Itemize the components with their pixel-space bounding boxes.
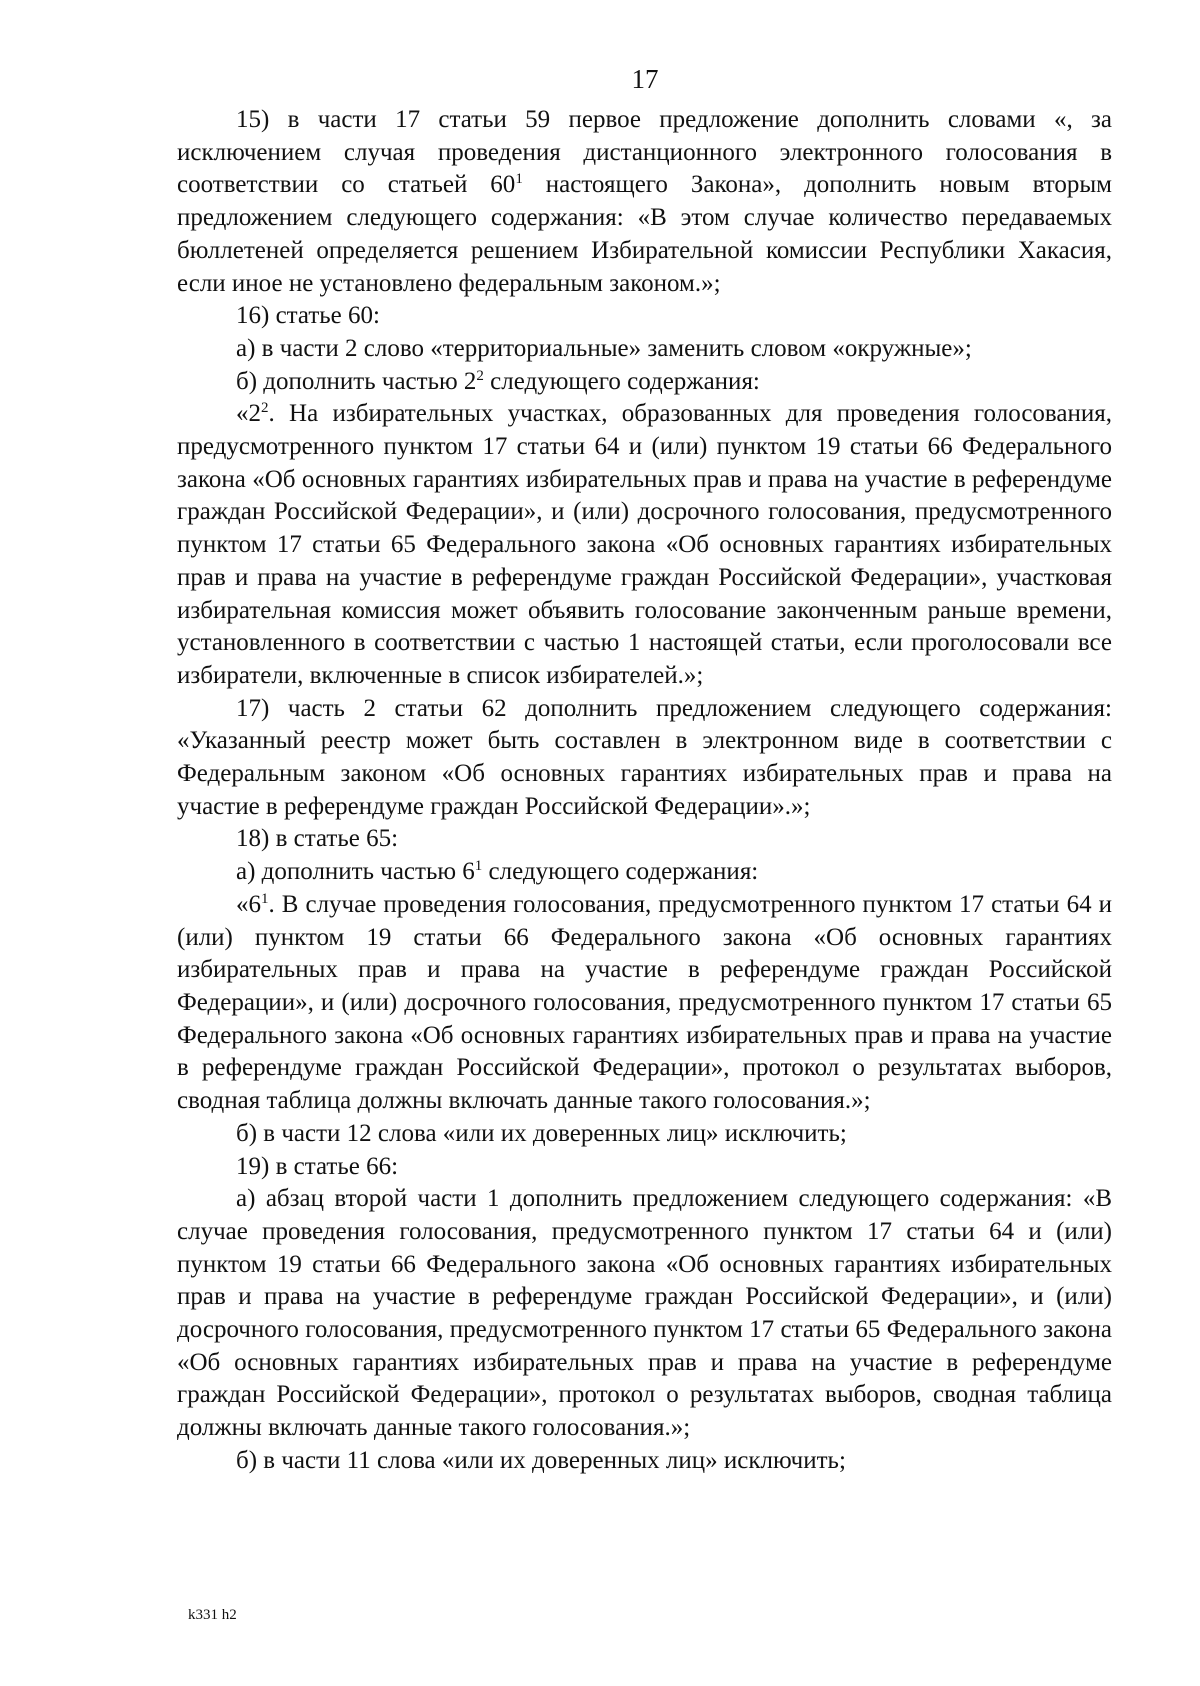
document-code: k331 h2 — [188, 1607, 237, 1623]
paragraph-text: б) в части 12 слова «или их доверенных лиц» исключить; — [236, 1119, 847, 1147]
paragraph-text: а) абзац второй части 1 дополнить предложением следующего содержания: «В случае проведения голосования, предусмотренного пунктом 17 статьи 64 и (или) пунктом 19 статьи 66 Федерального закона «Об основных гарантиях избирательных прав и права на участие в референдуме граждан Российской Федерации», и (или) досрочного голосования, предусмотренного пунктом 17 статьи 65 Федерального закона «Об основных гарантиях избирательных прав и права на участие в референдуме граждан Российской Федерации», протокол о результатах выборов, сводная таблица должны включать данные такого голосования.»; — [177, 1185, 1112, 1442]
paragraph-18 — [177, 823, 1112, 856]
paragraph-text: 17) часть 2 статьи 62 дополнить предложением следующего содержания: «Указанный реестр может быть составлен в электронном виде в соответствии с Федеральным законом «Об основных гарантиях избирательных прав и права на участие в референдуме граждан Российской Федерации».»; — [177, 694, 1112, 820]
paragraph-text: . На избирательных участках, образованных для проведения голосования, предусмотренного пунктом 17 статьи 64 и (или) пунктом 19 статьи 66 Федерального закона «Об основных гарантиях избирательных прав и права на участие в референдуме граждан Российской Федерации», и (или) досрочного голосования, предусмотренного пунктом 17 статьи 65 Федерального закона «Об основных гарантиях избирательных прав и права на участие в референдуме граждан Российской Федерации», участковая избирательная комиссия может объявить голосование законченным раньше времени, установленного в соответствии с частью 1 настоящей статьи, если проголосовали все избиратели, включенные в список избирателей.»; — [177, 400, 1112, 689]
paragraph-19-a — [177, 1183, 1112, 1445]
paragraph-text: б) дополнить частью 2 — [236, 367, 477, 395]
paragraph-text: . В случае проведения голосования, предусмотренного пунктом 17 статьи 64 и (или) пунктом 19 статьи 66 Федерального закона «Об основных гарантиях избирательных прав и права на участие в референдуме граждан Российской Федерации», и (или) досрочного голосования, предусмотренного пунктом 17 статьи 65 Федерального закона «Об основных гарантиях избирательных прав и права на участие в референдуме граждан Российской Федерации», протокол о результатах выборов, сводная таблица должны включать данные такого голосования.»; — [177, 890, 1112, 1115]
page-number: 17 — [631, 64, 659, 94]
paragraph-19-b — [177, 1445, 1112, 1478]
paragraph-text: следующего содержания: — [483, 367, 760, 395]
paragraph-text: б) в части 11 слова «или их доверенных лиц» исключить; — [236, 1446, 846, 1474]
paragraph-text: настоящего Закона», дополнить новым вторым предложением следующего содержания: «В этом случае количество передаваемых бюллетеней определяется решением Избирательной комиссии Республики Хакасия, если иное не установлено федеральным законом.»; — [177, 171, 1113, 297]
paragraph-text: «6 — [236, 890, 261, 918]
paragraph-text: 15) в части 17 статьи 59 первое предложение дополнить словами «, за исключением случая проведения дистанционного электронного голосования в соответствии со статьей 60 — [177, 106, 1112, 199]
paragraph-text: 16) статье 60: — [236, 302, 380, 330]
document-body — [177, 104, 1112, 1478]
superscript-index: 1 — [474, 858, 483, 875]
paragraph-text: а) дополнить частью 6 — [236, 858, 475, 886]
paragraph-text: 19) в статье 66: — [236, 1152, 399, 1180]
paragraph-18-b — [177, 1118, 1112, 1151]
paragraph-16-a — [177, 333, 1112, 366]
superscript-index: 1 — [261, 890, 269, 907]
paragraph-15 — [177, 104, 1112, 300]
superscript-index: 1 — [515, 171, 523, 188]
paragraph-text: а) в части 2 слово «территориальные» заменить словом «окружные»; — [236, 334, 972, 362]
paragraph-19 — [177, 1151, 1112, 1184]
superscript-index: 2 — [476, 367, 484, 384]
paragraph-text: 18) в статье 65: — [236, 825, 399, 853]
paragraph-17 — [177, 693, 1112, 824]
paragraph-18-a — [177, 856, 1112, 889]
paragraph-16-b-text — [177, 398, 1112, 692]
paragraph-text: «2 — [236, 400, 261, 428]
superscript-index: 2 — [261, 400, 269, 417]
paragraph-18-a-text — [177, 889, 1112, 1118]
paragraph-16 — [177, 300, 1112, 333]
paragraph-16-b — [177, 366, 1112, 399]
paragraph-text: следующего содержания: — [482, 858, 759, 886]
